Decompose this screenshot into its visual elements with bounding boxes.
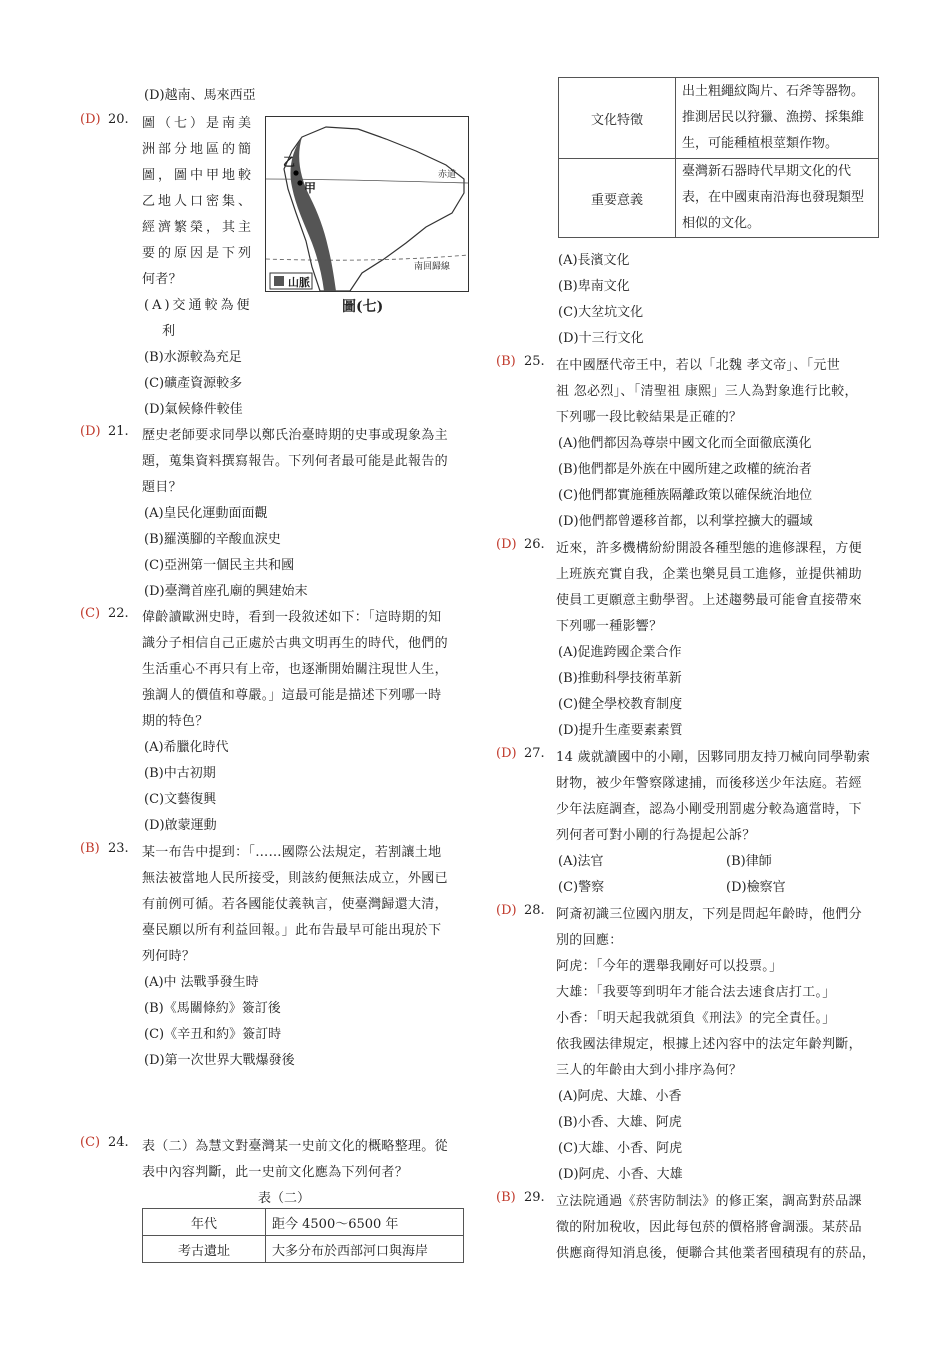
q27-line: 少年法庭調查，認為小剛受刑罰處分較為適當時，下 [556,802,862,817]
q29-line: 供應商得知消息後，便聯合其他業者囤積現有的菸品， [556,1246,876,1261]
q27-line: 14 歲就讀國中的小剛，因夥同朋友持刀械向同學勒索 [556,750,871,765]
table-cell-line: 表，在中國東南沿海也發現類型 [682,190,865,205]
q25-line: 祖 忽必烈」、「清聖祖 康熙」三人為對象進行比較， [556,384,858,399]
table-row [559,78,879,159]
question-number-q26: 26. [524,537,545,552]
q26-option-c: (C)健全學校教育制度 [558,697,683,712]
q28-option-a: (A)阿虎、大雄、小香 [558,1089,682,1104]
q20-line: 何者？ [142,272,182,287]
table-2-part1 [142,1208,464,1263]
q22-option-c: (C)文藝復興 [144,792,217,807]
question-number-q28: 28. [524,903,545,918]
map-label-yi: 乙 [283,155,296,169]
q26-line: 近來，許多機構紛紛開設各種型態的進修課程，方便 [556,541,862,556]
map-label-jia: 甲 [304,181,317,195]
q22-option-d: (D)啟蒙運動 [144,818,217,833]
answer-q29: (B) [496,1190,516,1205]
q20-line: 乙地人口密集、 [142,194,255,209]
q26-option-a: (A)促進跨國企業合作 [558,645,682,660]
q24-line: 表中內容判斷，此一史前文化應為下列何者？ [142,1165,409,1180]
q20-line: 圖（七）是南美 [142,116,255,131]
q23-line: 某一布告中提到：「……國際公法規定，若割讓土地 [142,845,442,860]
q21-line: 題目？ [142,480,182,495]
q27-option-b: (B)律師 [726,854,772,869]
q27-option-a: (A)法官 [558,854,604,869]
question-number-q22: 22. [108,606,129,621]
q21-option-a: (A)皇民化運動面面觀 [144,506,268,521]
table-cell-key: 重要意義 [559,159,676,238]
q25-line: 下列哪一段比較結果是正確的？ [556,410,743,425]
q22-option-b: (B)中古初期 [144,766,216,781]
table-row [143,1236,464,1263]
q20-option-b: (B)水源較為充足 [144,350,242,365]
q24-option-d: (D)十三行文化 [558,331,644,346]
q25-option-c: (C)他們都實施種族隔離政策以確保統治地位 [558,488,813,503]
q24-line: 表（二）為慧文對臺灣某一史前文化的概略整理。從 [142,1139,448,1154]
q23-line: 列何時？ [142,949,196,964]
table-cell-line: 臺灣新石器時代早期文化的代 [682,164,852,179]
q23-option-c: (C)《辛丑和約》簽訂時 [144,1027,282,1042]
q24-option-c: (C)大坌坑文化 [558,305,644,320]
answer-q24: (C) [80,1135,101,1150]
q25-option-a: (A)他們都因為尊崇中國文化而全面徹底漢化 [558,436,812,451]
q21-option-b: (B)羅漢腳的辛酸血淚史 [144,532,281,547]
q28-line: 大雄：「我要等到明年才能合法去速食店打工。」 [556,985,836,1000]
table-cell-key: 文化特徵 [559,78,676,159]
south-america-map [265,116,469,292]
map-label-equator: 赤道 [438,170,457,180]
q24-option-a: (A)長濱文化 [558,253,630,268]
q20-option-c: (C)礦產資源較多 [144,376,243,391]
q25-option-b: (B)他們都是外族在中國所建之政權的統治者 [558,462,812,477]
q26-option-b: (B)推動科學技術革新 [558,671,682,686]
q21-option-c: (C)亞洲第一個民主共和國 [144,558,295,573]
q28-line: 別的回應： [556,933,623,948]
map-label-tropic: 南回歸線 [414,262,451,272]
question-number-q23: 23. [108,841,129,856]
q28-option-b: (B)小香、大雄、阿虎 [558,1115,682,1130]
q27-option-c: (C)警察 [558,880,605,895]
q22-line: 生活重心不再只有上帝，也逐漸開始關注現世人生， [142,662,448,677]
table-cell-line: 推測居民以狩獵、漁撈、採集維 [682,110,865,125]
table-cell-key: 年代 [143,1209,266,1236]
question-number-q29: 29. [524,1190,545,1205]
q23-option-a: (A)中 法戰爭發生時 [144,975,259,990]
table-2-title: 表（二） [258,1191,311,1206]
map-legend-mountain: 山脈 [288,276,310,289]
question-number-q25: 25. [524,354,545,369]
q27-line: 列何者可對小剛的行為提起公訴？ [556,828,756,843]
q22-line: 識分子相信自己正處於古典文明再生的時代，他們的 [142,636,448,651]
q22-line: 期的特色？ [142,714,209,729]
q20-option-d: (D)氣候條件較佳 [144,402,243,417]
q19-option-d: (D)越南、馬來西亞 [144,88,256,103]
q26-line: 使員工更願意主動學習。上述趨勢最可能會直接帶來 [556,593,862,608]
table-cell-value: 大多分布於西部河口與海岸 [266,1236,464,1263]
answer-q26: (D) [496,537,517,552]
q28-line: 三人的年齡由大到小排序為何？ [556,1063,743,1078]
answer-q20: (D) [80,112,101,127]
q25-option-d: (D)他們都曾遷移首都，以利掌控擴大的疆域 [558,514,813,529]
q26-option-d: (D)提升生產要素素質 [558,723,683,738]
map-caption: 圖(七) [342,299,384,315]
q29-line: 徵的附加稅收，因此每包菸的價格將會調漲。某菸品 [556,1220,862,1235]
q28-line: 小香：「明天起我就須負《刑法》的完全責任。」 [556,1011,836,1026]
answer-q25: (B) [496,354,516,369]
q22-line: 強調人的價值和尊嚴。」這最可能是描述下列哪一時 [142,688,442,703]
q28-option-c: (C)大雄、小香、阿虎 [558,1141,683,1156]
table-cell-line: 生，可能種植根莖類作物。 [682,136,839,151]
q28-option-d: (D)阿虎、小香、大雄 [558,1167,683,1182]
q28-line: 依我國法律規定，根據上述內容中的法定年齡判斷， [556,1037,862,1052]
q27-option-d: (D)檢察官 [726,880,786,895]
q23-option-b: (B)《馬關條約》簽訂後 [144,1001,281,1016]
answer-q22: (C) [80,606,101,621]
q21-line: 歷史老師要求同學以鄭氏治臺時期的史事或現象為主 [142,428,448,443]
question-number-q27: 27. [524,746,545,761]
q22-line: 偉齡讀歐洲史時，看到一段敘述如下：「這時期的知 [142,610,442,625]
answer-q23: (B) [80,841,100,856]
q28-line: 阿虎：「今年的選舉我剛好可以投票。」 [556,959,783,974]
table-row [559,159,879,238]
q24-option-b: (B)卑南文化 [558,279,630,294]
question-number-q20: 20. [108,112,129,127]
q23-line: 有前例可循。若各國能仗義執言，使臺灣歸還大清， [142,897,448,912]
q21-line: 題，蒐集資料撰寫報告。下列何者最可能是此報告的 [142,454,448,469]
q23-line: 臺民願以所有利益回報。」此布告最早可能出現於下 [142,923,442,938]
q23-line: 無法被當地人民所接受，則該約便無法成立，外國已 [142,871,448,886]
q23-option-d: (D)第一次世界大戰爆發後 [144,1053,295,1068]
q22-option-a: (A)希臘化時代 [144,740,229,755]
q26-line: 下列哪一種影響？ [556,619,663,634]
q21-option-d: (D)臺灣首座孔廟的興建始末 [144,584,308,599]
q27-line: 財物，被少年警察隊逮捕，而後移送少年法庭。若經 [556,776,862,791]
q20-line: 圖，圖中甲地較 [142,168,255,183]
q28-line: 阿斎初識三位國內朋友，下列是問起年齡時，他們分 [556,907,862,922]
table-row [143,1209,464,1236]
answer-q21: (D) [80,424,101,439]
answer-q27: (D) [496,746,517,761]
q25-line: 在中國歷代帝王中，若以「北魏 孝文帝」、「元世 [556,358,841,373]
table-cell-key: 考古遺址 [143,1236,266,1263]
table-2-part2 [558,77,879,238]
table-cell-value [676,159,879,238]
q20-line: 經濟繁榮，其主 [142,220,255,235]
table-cell-value [676,78,879,159]
table-cell-line: 相似的文化。 [682,216,761,231]
q26-line: 上班族充實自我，企業也樂見員工進修，並提供補助 [556,567,862,582]
q29-line: 立法院通過《菸害防制法》的修正案，調高對菸品課 [556,1194,862,1209]
q20-option-a-cont: 利 [162,324,176,339]
question-number-q24: 24. [108,1135,129,1150]
q20-line: 要的原因是下列 [142,246,255,261]
answer-q28: (D) [496,903,517,918]
table-cell-line: 出土粗繩紋陶片、石斧等器物。 [682,84,865,99]
question-number-q21: 21. [108,424,129,439]
q20-option-a: (A)交通較為便 [144,298,253,313]
q20-line: 洲部分地區的簡 [142,142,255,157]
table-cell-value: 距今 4500～6500 年 [266,1209,464,1236]
